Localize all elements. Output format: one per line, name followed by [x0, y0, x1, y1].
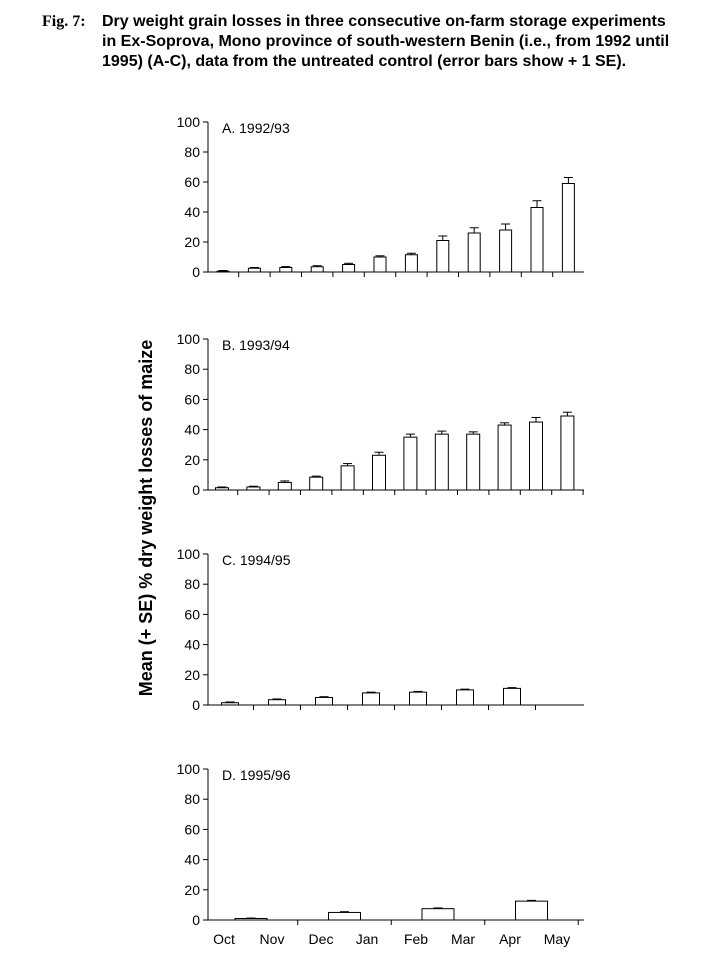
y-tick-label: 40 [184, 636, 200, 653]
bar [468, 233, 480, 272]
panel-title: A. 1992/93 [222, 120, 290, 136]
bar [404, 437, 417, 490]
bar [437, 241, 449, 273]
bar [457, 690, 474, 705]
y-tick-label: 20 [184, 666, 200, 683]
bar [216, 488, 229, 490]
bar [467, 434, 480, 490]
bar [278, 482, 291, 490]
y-tick-label: 20 [184, 881, 200, 898]
x-tick-label: Oct [213, 931, 235, 947]
caption-text: Dry weight grain losses in three consecutive on-farm storage experiments in Ex-Soprova, Mono province of south-western Benin (i.e., from 1992 until 1995) (A-C), data from the untreated control (error bars show + 1 SE). [102, 13, 670, 70]
bar [373, 455, 386, 490]
y-tick-label: 40 [184, 204, 200, 220]
y-tick-label: 80 [184, 144, 200, 160]
y-tick-label: 0 [192, 482, 200, 498]
panel-title: B. 1993/94 [222, 337, 290, 353]
bar [562, 184, 574, 273]
bar [530, 422, 543, 490]
y-tick-label: 60 [184, 174, 200, 190]
bar [374, 257, 386, 272]
panel-b [177, 331, 584, 498]
y-tick-label: 20 [184, 234, 200, 250]
panel-title: C. 1994/95 [222, 552, 291, 568]
bar [329, 912, 361, 920]
panel-a [177, 114, 584, 280]
x-tick-label: May [543, 931, 571, 947]
y-tick-label: 100 [176, 761, 200, 777]
bar [316, 697, 333, 705]
panel-title: D. 1995/96 [222, 767, 291, 783]
bar [410, 692, 427, 705]
y-tick-label: 20 [184, 451, 200, 468]
panel-c [177, 546, 584, 713]
y-tick-label: 60 [184, 606, 200, 623]
x-tick-label: Dec [308, 931, 334, 947]
bar [247, 487, 260, 490]
y-tick-label: 80 [184, 576, 200, 593]
bar [363, 693, 380, 705]
bar [405, 255, 417, 272]
x-tick-label: Feb [403, 931, 429, 947]
bar [343, 265, 355, 273]
y-tick-label: 80 [184, 361, 200, 378]
bar [222, 703, 239, 705]
panel-d [177, 761, 584, 928]
x-tick-label: Nov [259, 931, 285, 947]
bar [435, 434, 448, 490]
x-tick-label: Jan [355, 931, 379, 947]
bar [516, 901, 548, 920]
bar [341, 466, 354, 490]
bar [310, 477, 323, 490]
y-tick-label: 0 [192, 912, 200, 928]
bar [217, 271, 229, 272]
y-tick-label: 0 [192, 697, 200, 713]
bar [422, 909, 454, 920]
y-tick-label: 60 [184, 821, 200, 838]
bar [311, 267, 323, 272]
y-tick-label: 100 [176, 546, 200, 562]
y-axis-label: Mean (+ SE) % dry weight losses of maize [136, 339, 156, 697]
bar [235, 918, 267, 920]
bar [498, 425, 511, 490]
bar [280, 268, 292, 273]
y-tick-label: 40 [184, 851, 200, 868]
x-axis-month-labels [213, 931, 570, 947]
y-tick-label: 60 [184, 391, 200, 408]
bar [248, 268, 260, 272]
y-tick-label: 40 [184, 421, 200, 438]
bar [269, 700, 286, 705]
y-tick-label: 100 [176, 331, 200, 347]
figure-label: Fig. 7: [42, 13, 86, 30]
y-tick-label: 100 [176, 114, 200, 130]
y-tick-label: 0 [192, 264, 200, 280]
bar [561, 416, 574, 490]
y-tick-label: 80 [184, 791, 200, 808]
bar [531, 208, 543, 273]
x-tick-label: Mar [450, 931, 476, 947]
bar [504, 688, 521, 705]
x-tick-label: Apr [499, 931, 521, 947]
bar [500, 230, 512, 272]
